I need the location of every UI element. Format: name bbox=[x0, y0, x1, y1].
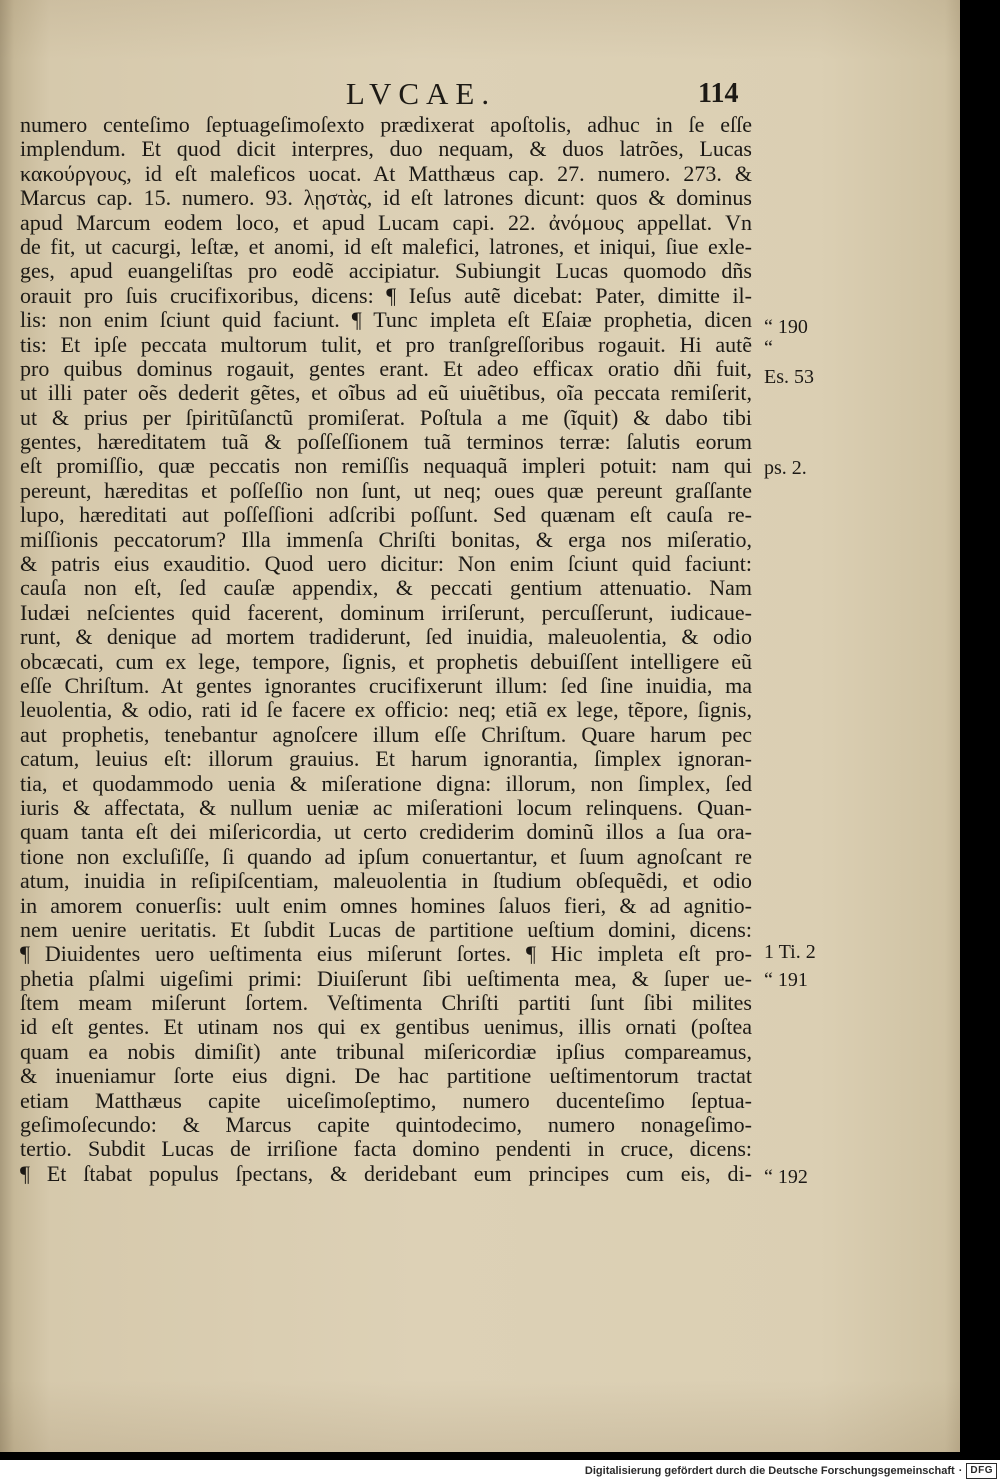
text-line: atum, inuidia in reſipiſcentiam, maleuolentia in ſtudium obſequẽdi, et odio bbox=[20, 868, 752, 894]
text-line: & patris eius exauditio. Quod uero dicitur: Non enim ſciunt quid faciunt: bbox=[20, 551, 752, 577]
text-line: iuris & affectata, & nullum ueniæ ac miſerationi locum relinquens. Quan- bbox=[20, 794, 752, 820]
text-line: numero centeſimo ſeptuageſimoſexto prædixerat apoſtolis, adhuc in ſe eſſe bbox=[20, 112, 752, 137]
text-line: id eſt gentes. Et utinam nos qui ex gentibus uenimus, illis ornati (poſtea bbox=[20, 1014, 752, 1040]
digitization-credit-footer bbox=[0, 1460, 1000, 1482]
text-line: cauſa non eſt, ſed cauſæ appendix, & peccati gentium attenuatio. Nam bbox=[20, 575, 752, 601]
text-line: de fit, ut cacurgi, leſtæ, et anomi, id eſt malefici, latrones, et iniqui, ſiue exle- bbox=[20, 233, 752, 259]
body-text bbox=[20, 113, 752, 1186]
text-line: Iudæi neſcientes quid facerent, dominum irriſerunt, percuſſerunt, iudicaue- bbox=[20, 599, 752, 625]
margin-note: “ 191 bbox=[764, 969, 808, 991]
text-line: catum, leuius eſt: illorum grauius. Et harum ignorantia, ſimplex ignoran- bbox=[20, 746, 752, 772]
text-line: tione non excluſiſſe, ſi quando ad ipſum conuertantur, et ſuum agnoſcant re bbox=[20, 843, 752, 869]
text-line: ¶ Diuidentes uero ueſtimenta eius miſerunt ſortes. ¶ Hic impleta eſt pro- bbox=[20, 941, 752, 967]
text-line: & inueniamur ſorte eius digni. De hac partitione ueſtimentorum tractat bbox=[20, 1063, 752, 1089]
margin-note: “ 190 bbox=[764, 316, 808, 338]
page-number: 114 bbox=[698, 78, 739, 109]
margin-note: Es. 53 bbox=[764, 366, 814, 388]
margin-note: “ bbox=[764, 337, 773, 359]
text-line: obcæcati, cum ex lege, tempore, ſignis, et prophetis debuiſſent intelligere eũ bbox=[20, 648, 752, 674]
text-line: implendum. Et quod dicit interpres, duo nequam, & duos latrões, Lucas bbox=[20, 136, 752, 162]
text-line: in amorem conuerſis: uult enim omnes homines ſaluos fieri, & ad agnitio- bbox=[20, 892, 752, 918]
text-line: nem uenire ueritatis. Et ſubdit Lucas de partitione ueſtium domini, dicens: bbox=[20, 916, 752, 942]
text-line: tertio. Subdit Lucas de irriſione facta domino pendenti in cruce, dicens: bbox=[20, 1136, 752, 1162]
text-line: ut & prius per ſpiritũſanctũ promiſerat. Poſtula a me (ĩquit) & dabo tibi bbox=[20, 404, 752, 430]
margin-note: ps. 2. bbox=[764, 457, 807, 479]
text-line: ges, apud euangeliſtas pro eodẽ accipiatur. Subiungit Lucas quomodo dñs bbox=[20, 258, 752, 284]
margin-note: “ 192 bbox=[764, 1166, 808, 1188]
text-line: pro quibus dominus rogauit, gentes erant. Et adeo efficax oratio dñi fuit, bbox=[20, 355, 752, 381]
dfg-logo: DFG bbox=[966, 1463, 997, 1479]
text-line: tis: Et ipſe peccata multorum tulit, et pro tranſgreſſoribus rogauit. Hi autẽ bbox=[20, 331, 752, 357]
text-line: quam tanta eſt dei miſericordia, ut certo crediderim dominũ illos a ſua ora- bbox=[20, 819, 752, 845]
separator: · bbox=[958, 1465, 963, 1477]
text-line: apud Marcum eodem loco, et apud Lucam capi. 22. ἀνόμους appellat. Vn bbox=[20, 209, 752, 235]
text-line: quam ea nobis dimiſit) ante tribunal miſericordiæ ipſius compareamus, bbox=[20, 1038, 752, 1064]
running-head: LVCAE. bbox=[345, 76, 497, 111]
text-line: orauit pro ſuis crucifixoribus, dicens: ¶ Ieſus autẽ dicebat: Pater, dimitte il- bbox=[20, 282, 752, 308]
funding-credit: Digitalisierung gefördert durch die Deutsche Forschungsgemeinschaft bbox=[584, 1465, 955, 1477]
margin-note: 1 Ti. 2 bbox=[764, 941, 816, 963]
text-line: miſſionis peccatorum? Illa immenſa Chriſti bonitas, & erga nos miſeratio, bbox=[20, 526, 752, 552]
text-line: ut illi pater oẽs dederit gẽtes, et oĩbus ad eũ uiuẽtibus, oĩa peccata remiſerit, bbox=[20, 380, 752, 406]
text-line: lis: non enim ſciunt quid faciunt. ¶ Tunc impleta eſt Eſaiæ prophetia, dicen bbox=[20, 307, 752, 333]
text-line: Marcus cap. 15. numero. 93. λῃστὰς, id eſt latrones dicunt: quos & dominus bbox=[20, 185, 752, 211]
text-line: ſtem meam miſerunt ſortem. Veſtimenta Chriſti partiti ſunt ſibi milites bbox=[20, 990, 752, 1016]
text-line: etiam Matthæus capite uiceſimoſeptimo, numero ducenteſimo ſeptua- bbox=[20, 1087, 752, 1113]
text-line: lupo, hæreditati aut poſſeſſioni adſcribi poſſunt. Sed quænam eſt cauſa re- bbox=[20, 502, 752, 528]
text-line: pereunt, hæreditas et poſſeſſio non ſunt, ut neq; oues quæ pereunt graſſante bbox=[20, 477, 752, 503]
text-line: ¶ Et ſtabat populus ſpectans, & deridebant eum principes cum eis, di- bbox=[20, 1160, 752, 1186]
text-line: eſſe Chriſtum. At gentes ignorantes crucifixerunt illum: ſed ſine inuidia, ma bbox=[20, 672, 752, 698]
text-line: aut prophetis, tenebantur agnoſcere illum eſſe Chriſtum. Quare harum pec bbox=[20, 721, 752, 747]
text-line: tia, et quodammodo uenia & miſeratione digna: illorum, non ſimplex, ſed bbox=[20, 770, 752, 796]
text-line: κακούργους, id eſt maleficos uocat. At Matthæus cap. 27. numero. 273. & bbox=[20, 160, 752, 186]
text-line: leuolentia, & odio, rati id ſe facere ex officio: neq; etiã ex lege, tẽpore, ſignis, bbox=[20, 697, 752, 723]
text-line: gentes, hæreditatem tuã & poſſeſſionem tuã terminos terræ: ſalutis eorum bbox=[20, 429, 752, 455]
text-line: geſimoſecundo: & Marcus capite quintodecimo, numero nonageſimo- bbox=[20, 1112, 752, 1138]
text-line: runt, & denique ad mortem tradiderunt, ſed inuidia, maleuolentia, & odio bbox=[20, 624, 752, 650]
text-line: phetia pſalmi uigeſimi primi: Diuiſerunt ſibi ueſtimenta mea, & ſuper ue- bbox=[20, 965, 752, 991]
text-line: eſt promiſſio, quæ peccatis non remiſſis nequaquã impleri potuit: nam qui bbox=[20, 453, 752, 479]
